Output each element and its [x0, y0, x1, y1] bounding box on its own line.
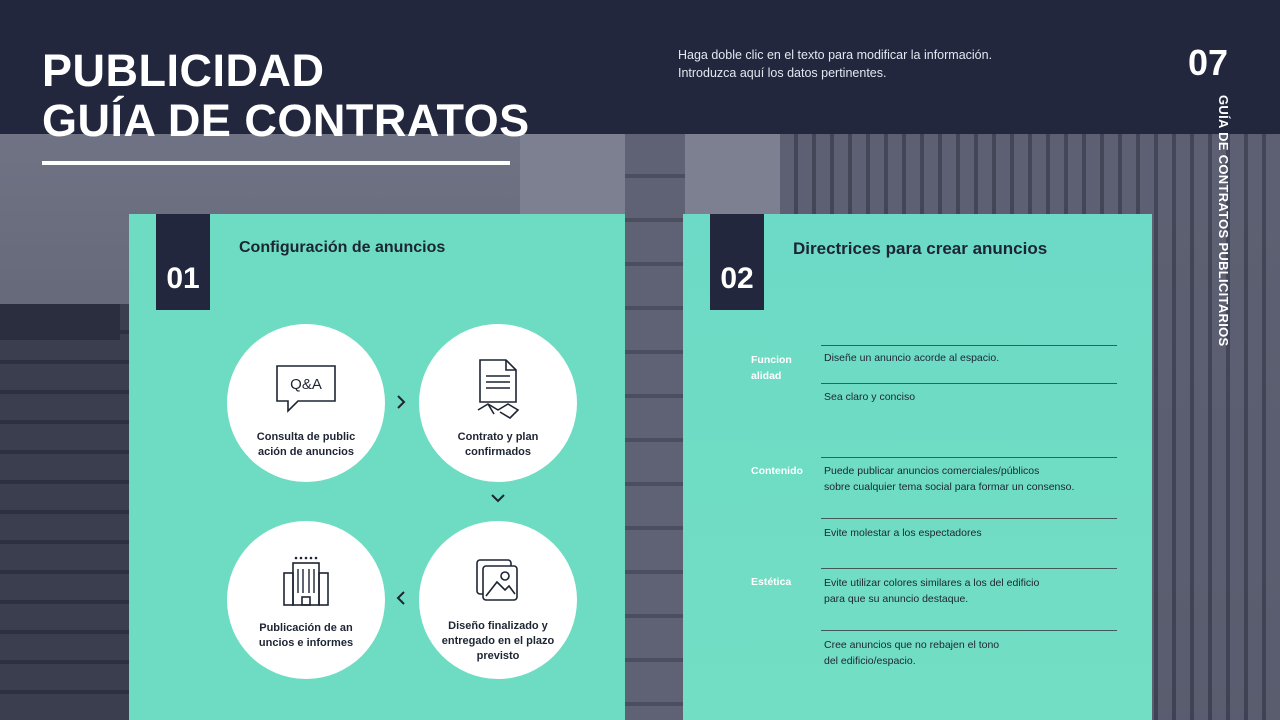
guideline-item[interactable]: Evite utilizar colores similares a los del edificio para que su anuncio destaque.	[824, 577, 1040, 605]
contract-handshake-icon	[465, 360, 531, 420]
page-number: 07	[1188, 42, 1229, 83]
divider	[821, 518, 1117, 519]
step-label: Diseño finalizado y entregado en el plazo previsto	[441, 620, 555, 662]
chevron-right-icon	[393, 394, 409, 410]
guideline-item[interactable]: Diseñe un anuncio acorde al espacio.	[824, 352, 1000, 364]
step-label: Publicación de an uncios e informes	[258, 622, 354, 649]
building-icon	[273, 551, 339, 611]
qa-speech-icon	[273, 360, 339, 420]
divider	[821, 568, 1117, 569]
svg-text:Q&A: Q&A	[290, 376, 322, 393]
step-consultation[interactable]	[227, 324, 385, 482]
card-title[interactable]: Configuración de anuncios	[239, 239, 446, 256]
card-number-tab	[156, 214, 210, 310]
guideline-item[interactable]: Cree anuncios que no rebajen el tono del edificio/espacio.	[824, 639, 1000, 667]
side-vertical-title: GUÍA DE CONTRATOS PUBLICITARIOS	[1216, 95, 1231, 347]
background-building-left	[0, 304, 135, 720]
divider	[821, 345, 1117, 346]
image-gallery-icon	[465, 551, 531, 611]
step-label: Contrato y plan confirmados	[457, 431, 539, 458]
guideline-category: Contenido	[751, 465, 803, 477]
guideline-item[interactable]: Sea claro y conciso	[824, 391, 916, 403]
card-ad-guidelines	[683, 214, 1152, 720]
guideline-item[interactable]: Puede publicar anuncios comerciales/públicos sobre cualquier tema social para formar un consenso.	[824, 465, 1075, 493]
guideline-category: Estética	[751, 576, 792, 588]
title-line-1: PUBLICIDAD	[42, 45, 325, 96]
card-number: 02	[720, 262, 754, 295]
guideline-category: Funcion alidad	[751, 354, 792, 382]
guideline-item[interactable]: Evite molestar a los espectadores	[824, 527, 982, 539]
card-ad-setup	[129, 214, 625, 720]
step-publication[interactable]	[227, 521, 385, 679]
divider	[821, 630, 1117, 631]
step-contract[interactable]	[419, 324, 577, 482]
background-building-mid	[625, 134, 685, 720]
chevron-down-icon	[490, 490, 506, 506]
background-building-cap	[0, 304, 120, 340]
title-line-2: GUÍA DE CONTRATOS	[42, 95, 530, 146]
subtitle-line-1: Haga doble clic en el texto para modificar la información.	[678, 48, 993, 62]
divider	[821, 383, 1117, 384]
card-number-tab	[710, 214, 764, 310]
divider	[821, 457, 1117, 458]
subtitle-text[interactable]	[678, 46, 992, 82]
chevron-left-icon	[393, 590, 409, 606]
slide-title[interactable]	[42, 46, 530, 146]
step-label: Consulta de public ación de anuncios	[256, 431, 356, 458]
card-number: 01	[166, 262, 200, 295]
title-underline	[42, 161, 510, 165]
step-design-delivered[interactable]	[419, 521, 577, 679]
subtitle-line-2: Introduzca aquí los datos pertinentes.	[678, 66, 887, 80]
card-title[interactable]: Directrices para crear anuncios	[793, 239, 1048, 258]
